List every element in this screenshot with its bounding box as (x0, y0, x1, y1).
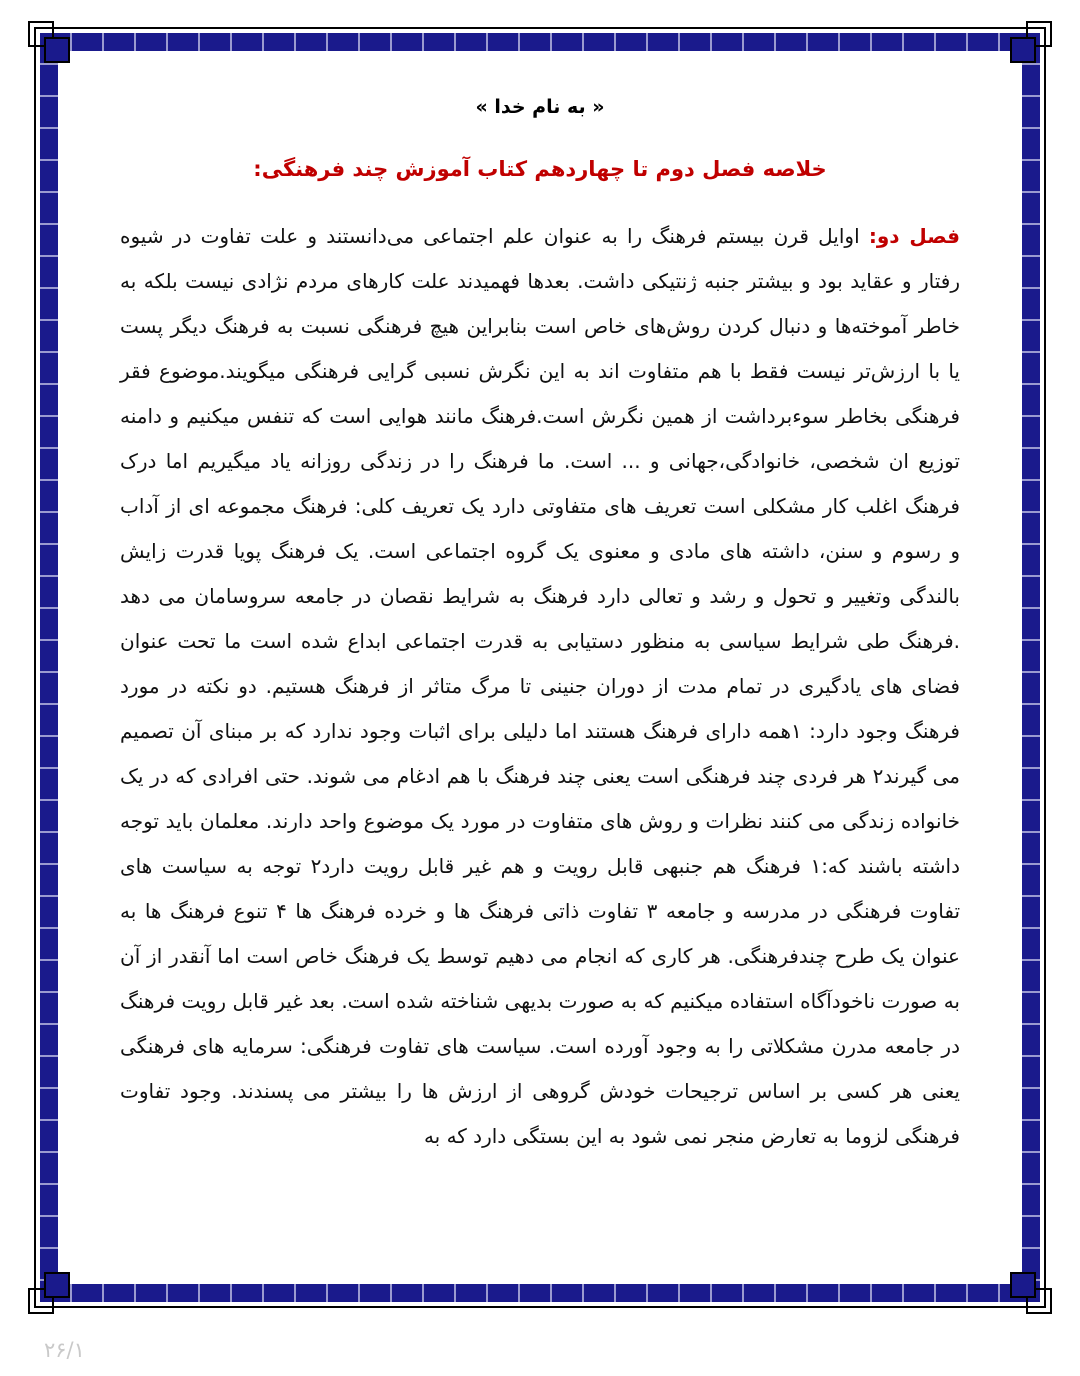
corner-knot-bottom-left-inner (44, 1272, 70, 1298)
body-text: اوایل قرن بیستم فرهنگ را به عنوان علم اجتماعی می‌دانستند و علت تفاوت در شیوه رفتار و عقاید بود و بیشتر جنبه ژنتیکی داشت. بعدها فهمیدند علت کارهای مردم نژادی نیست بلکه به خاطر آموخته‌ها و دنبال کردن روش‌های خاص است بنابراین هیچ فرهنگی نسبت به فرهنگ دیگر پست یا با ارزش‌تر نیست فقط با هم متفاوت اند به این نگرش نسبی گرایی فرهنگی میگویند.موضوع فقر فرهنگی بخاطر سوءبرداشت از همین نگرش است.فرهنگ مانند هوایی است که تنفس میکنیم و دامنه توزیع ان شخصی، خانوادگی،جهانی و ... است. ما فرهنگ را در زندگی روزانه یاد میگیریم اما درک فرهنگ اغلب کار مشکلی است تعریف های متفاوتی دارد یک تعریف کلی: فرهنگ مجموعه ای از آداب و رسوم و سنن، داشته های مادی و معنوی یک گروه اجتماعی است. یک فرهنگ پویا قدرت زایش بالندگی وتغییر و تحول و رشد و تعالی دارد فرهنگ به شرایط نقصان در جامعه سروسامان می دهد .فرهنگ طی شرایط سیاسی به منظور دستیابی به قدرت اجتماعی ابداع شده است ما تحت عنوان فضای های یادگیری در تمام مدت از دوران جنینی تا مرگ متاثر از فرهنگ هستیم. دو نکته در مورد فرهنگ وجود دارد: ۱همه دارای فرهنگ هستند اما دلیلی برای اثبات وجود ندارد که بر مبنای آن تصمیم می گیرند۲ هر فردی چند فرهنگی است یعنی چند فرهنگ با هم ادغام می شوند. حتی افرادی که در یک خانواده زندگی می کنند نظرات و روش های متفاوت در مورد یک موضوع واحد دارند. معلمان باید توجه داشته باشند که:۱ فرهنگ هم جنبهی قابل رویت و هم غیر قابل رویت دارد۲ توجه به سیاست های تفاوت فرهنگی در مدرسه و جامعه ۳ تفاوت ذاتی فرهنگ ها و خرده فرهنگ ها ۴ تنوع فرهنگ ها به عنوان یک طرح چندفرهنگی. هر کاری که انجام می دهیم توسط یک فرهنگ خاص است اما آنقدر از آن به صورت ناخودآگاه استفاده میکنیم که به صورت بدیهی شناخته شده است. بعد غیر قابل رویت فرهنگ در جامعه مدرن مشکلاتی را به وجود آورده است. سیاست های تفاوت فرهنگی: سرمایه های فرهنگی یعنی هر کسی بر اساس ترجیحات خودش گروهی از ارزش ها را بیشتر می پسندند. وجود تفاوت فرهنگی لزوما به تعارض منجر نمی شود به این بستگی دارد که به (120, 223, 961, 1148)
corner-knot-top-left-outer (28, 21, 54, 47)
corner-knot-top-left-inner (44, 37, 70, 63)
corner-knot-top-right-inner (1010, 37, 1036, 63)
corner-knot-bottom-right-outer (1026, 1288, 1052, 1314)
corner-knot-bottom-left-outer (28, 1288, 54, 1314)
page-content (120, 96, 960, 1159)
border-band-right (1022, 33, 1040, 1302)
border-band-bottom (40, 1284, 1040, 1302)
border-band-top (40, 33, 1040, 51)
corner-knot-top-right-outer (1026, 21, 1052, 47)
body-paragraph (120, 214, 960, 1159)
invocation-line: « به نام خدا » (475, 96, 605, 118)
page-number: ۲۶/۱ (44, 1338, 85, 1362)
border-band-left (40, 33, 58, 1302)
chapter-label: فصل دو: (868, 223, 960, 248)
corner-knot-bottom-right-inner (1010, 1272, 1036, 1298)
page-title: خلاصه فصل دوم تا چهاردهم کتاب آموزش چند فرهنگی: (253, 157, 827, 181)
